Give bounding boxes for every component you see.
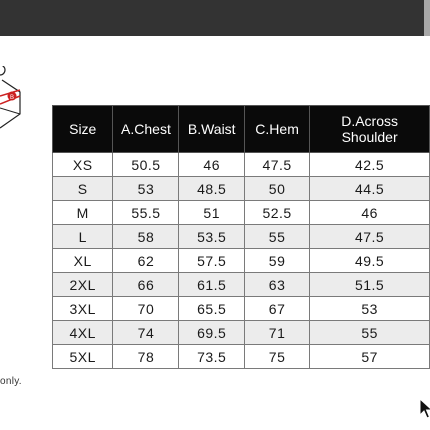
table-cell: 2XL: [53, 273, 113, 297]
table-cell: 3XL: [53, 297, 113, 321]
diagram-circle-icon: [0, 66, 5, 75]
table-cell: 55.5: [113, 201, 179, 225]
table-cell: M: [53, 201, 113, 225]
table-header-row: [53, 106, 430, 153]
size-chart-table: [52, 105, 430, 369]
table-cell: 67: [244, 297, 309, 321]
table-cell: 53: [113, 177, 179, 201]
garment-diagram-fragment: [0, 66, 40, 136]
table-row: [53, 249, 430, 273]
header-size: Size: [53, 106, 113, 153]
table-cell: 4XL: [53, 321, 113, 345]
note-text: only.: [0, 376, 22, 387]
table-row: [53, 177, 430, 201]
table-row: [53, 345, 430, 369]
table-row: [53, 201, 430, 225]
table-row: [53, 321, 430, 345]
table-row: [53, 225, 430, 249]
table-cell: XS: [53, 153, 113, 177]
table-cell: 71: [244, 321, 309, 345]
table-cell: 48.5: [179, 177, 245, 201]
table-cell: S: [53, 177, 113, 201]
table-cell: 55: [310, 321, 430, 345]
header-chest: A.Chest: [113, 106, 179, 153]
table-cell: 75: [244, 345, 309, 369]
table-cell: 70: [113, 297, 179, 321]
table-cell: 62: [113, 249, 179, 273]
mouse-cursor-icon: [419, 398, 430, 420]
table-cell: 47.5: [310, 225, 430, 249]
header-hem: C.Hem: [244, 106, 309, 153]
table-cell: XL: [53, 249, 113, 273]
size-chart-panel: [0, 36, 430, 430]
header-waist: B.Waist: [179, 106, 245, 153]
table-cell: 65.5: [179, 297, 245, 321]
table-cell: 46: [179, 153, 245, 177]
table-cell: 49.5: [310, 249, 430, 273]
table-cell: 78: [113, 345, 179, 369]
table-cell: 44.5: [310, 177, 430, 201]
scrollbar-edge[interactable]: [424, 0, 430, 36]
table-cell: 5XL: [53, 345, 113, 369]
table-cell: 55: [244, 225, 309, 249]
table-cell: 74: [113, 321, 179, 345]
table-cell: 42.5: [310, 153, 430, 177]
table-cell: 58: [113, 225, 179, 249]
table-cell: 51: [179, 201, 245, 225]
table-cell: 53.5: [179, 225, 245, 249]
table-cell: 53: [310, 297, 430, 321]
table-cell: L: [53, 225, 113, 249]
table-cell: 66: [113, 273, 179, 297]
table-cell: 73.5: [179, 345, 245, 369]
table-cell: 57: [310, 345, 430, 369]
header-across-shoulder: D.Across Shoulder: [310, 106, 430, 153]
table-row: [53, 153, 430, 177]
table-cell: 46: [310, 201, 430, 225]
table-cell: 50.5: [113, 153, 179, 177]
table-cell: 52.5: [244, 201, 309, 225]
table-cell: 57.5: [179, 249, 245, 273]
table-cell: 59: [244, 249, 309, 273]
measurement-marker-label: B: [9, 95, 15, 101]
top-bar: [0, 0, 430, 36]
table-cell: 50: [244, 177, 309, 201]
table-cell: 61.5: [179, 273, 245, 297]
table-cell: 47.5: [244, 153, 309, 177]
table-cell: 51.5: [310, 273, 430, 297]
table-cell: 69.5: [179, 321, 245, 345]
table-cell: 63: [244, 273, 309, 297]
table-row: [53, 297, 430, 321]
table-row: [53, 273, 430, 297]
